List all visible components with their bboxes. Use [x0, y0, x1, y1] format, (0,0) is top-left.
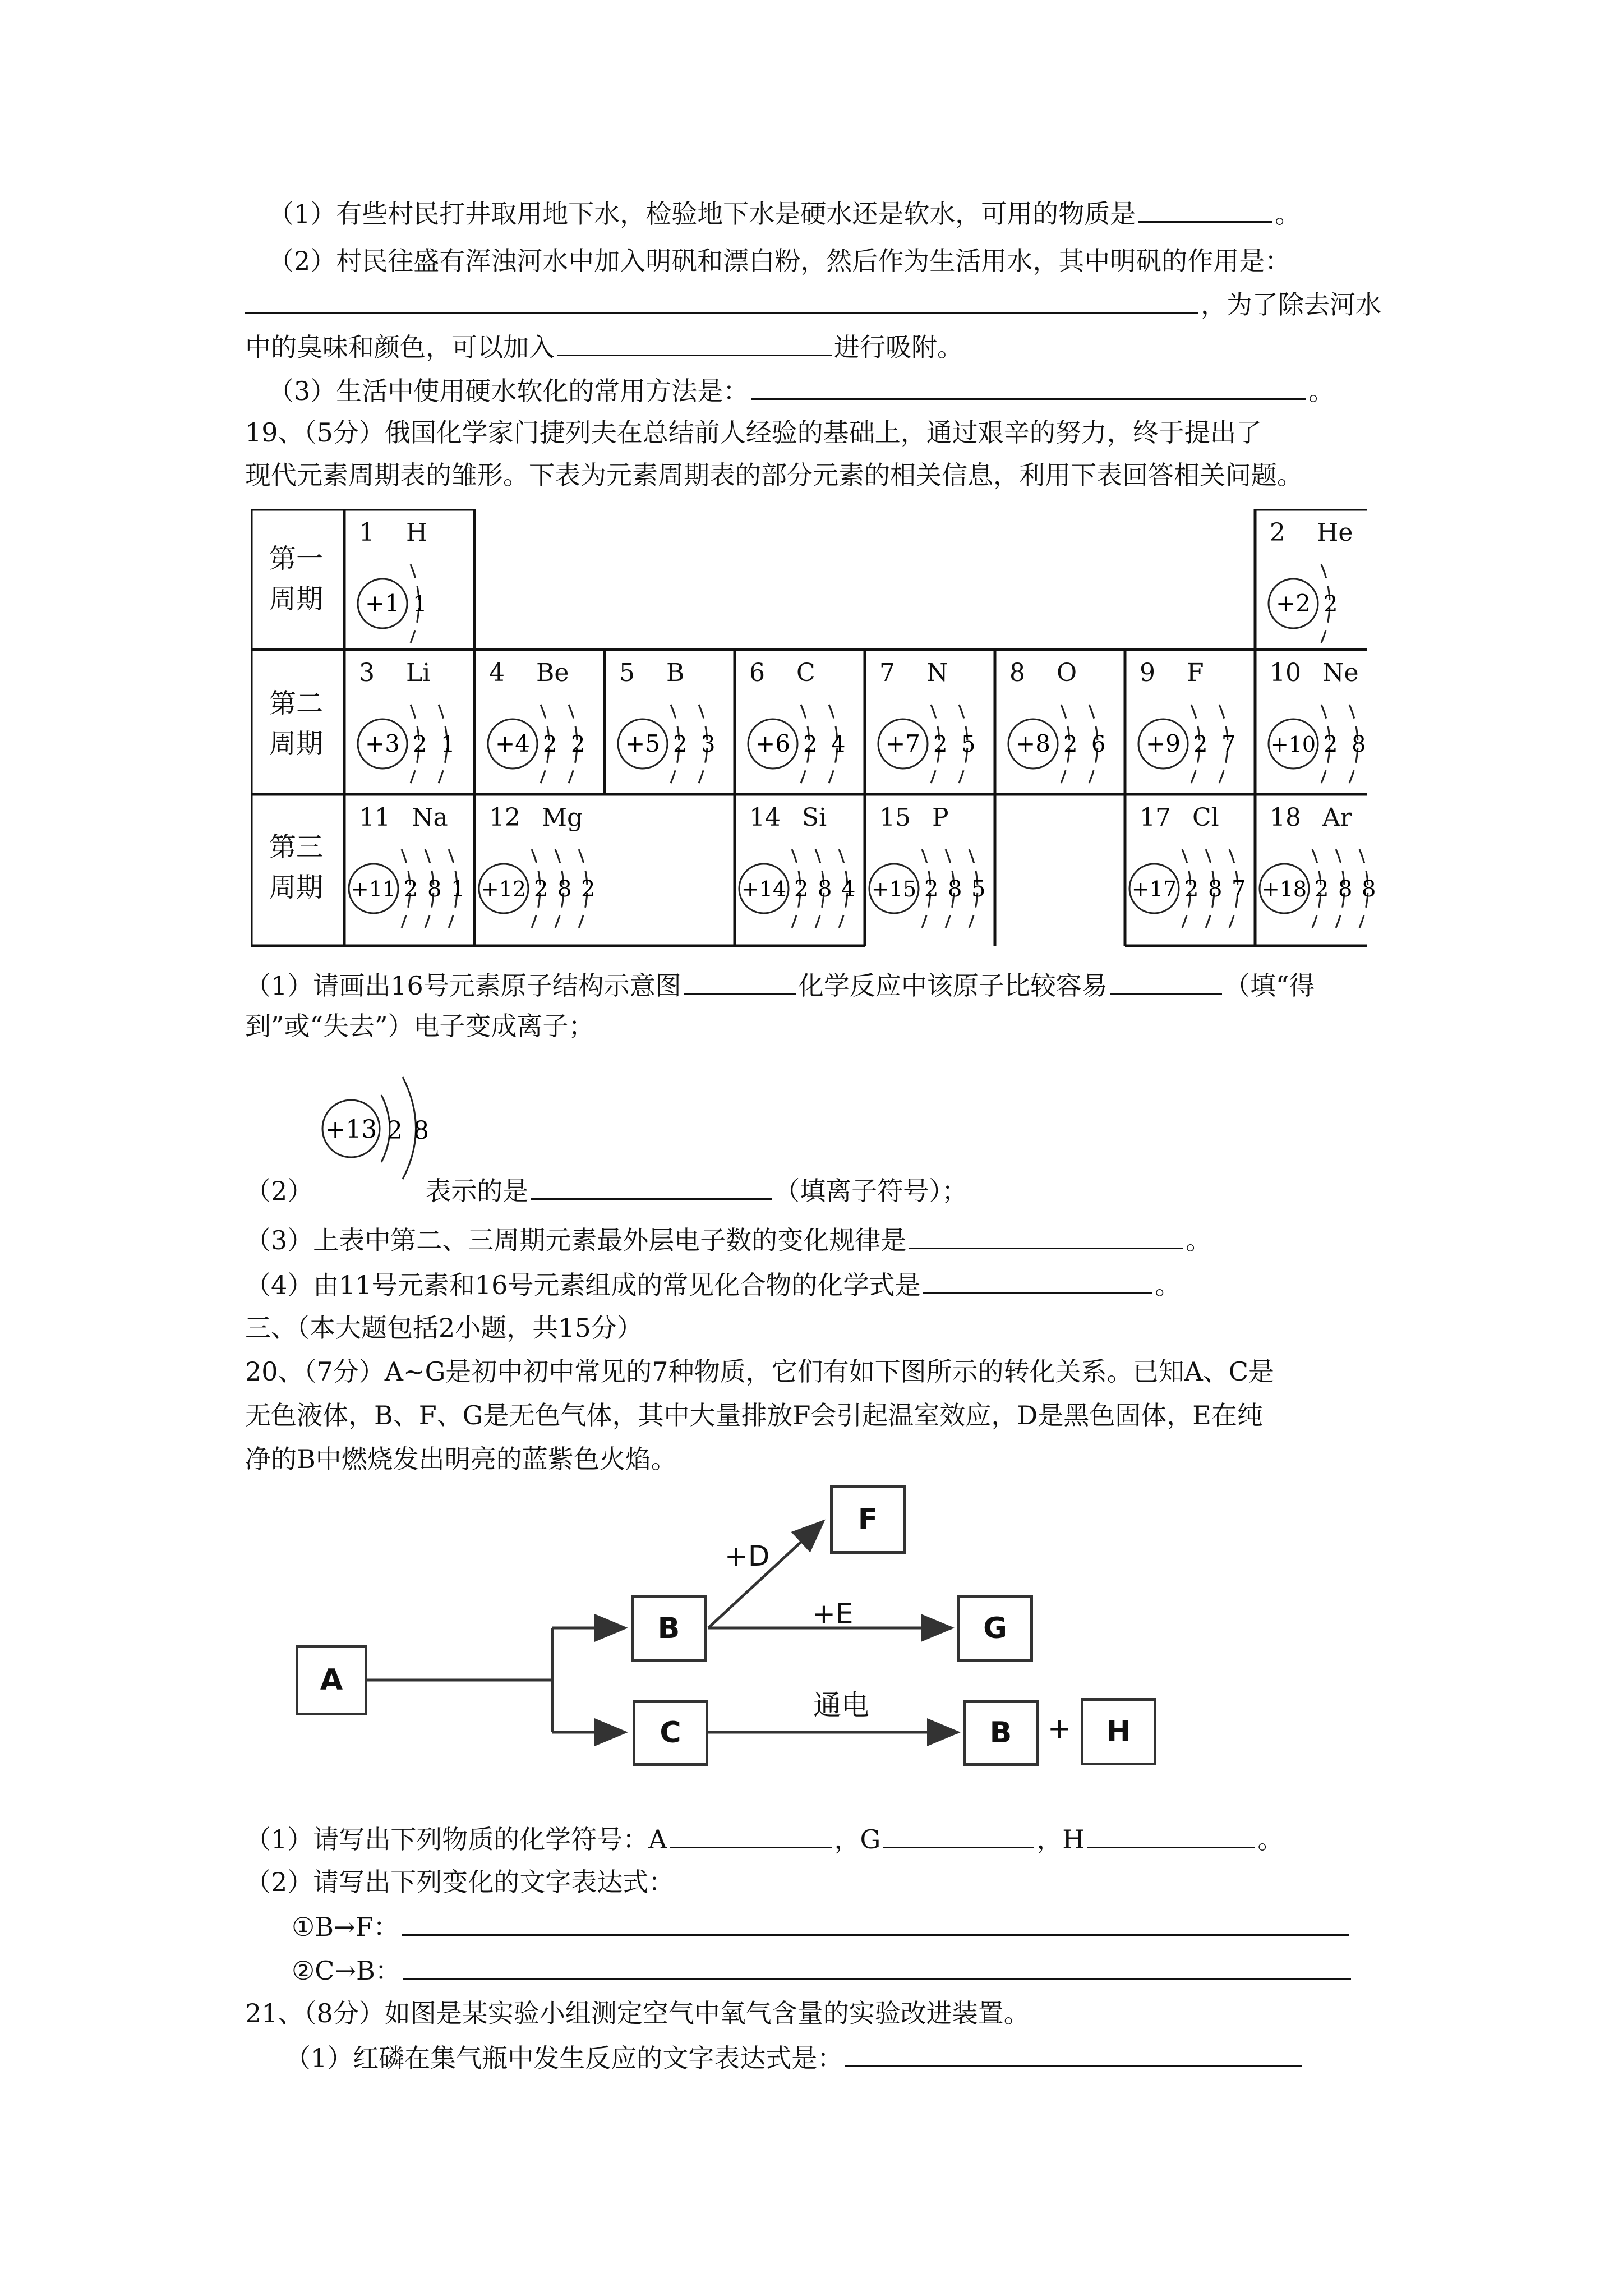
electron-count: 8 [1362, 876, 1376, 902]
electron-count: 8 [557, 876, 572, 902]
electron-count: 2 [1184, 876, 1199, 902]
answer-blank[interactable] [403, 1953, 1351, 1980]
element-symbol: He [1317, 518, 1353, 547]
electron-count: 2 [1324, 591, 1338, 617]
electron-count: 7 [1232, 876, 1246, 902]
atomic-number: 5 [619, 659, 635, 687]
nucleus-charge: +4 [495, 730, 530, 757]
nucleus-charge: +17 [1131, 877, 1177, 901]
electron-count: 5 [971, 876, 986, 902]
electron-count: 5 [961, 731, 976, 757]
atomic-number: 9 [1140, 659, 1155, 687]
atomic-number: 4 [489, 659, 505, 687]
q20-intro-1: 20、（7分）A~G是初中初中常见的7种物质，它们有如下图所示的转化关系。已知A、C是 [245, 1356, 1274, 1387]
electron-count: 4 [831, 731, 846, 757]
q19-s4: （4）由11号元素和16号元素组成的常见化合物的化学式是 。 [245, 1268, 1428, 1301]
electron-count: 2 [581, 876, 596, 902]
electron-count: 8 [948, 876, 962, 902]
electron-count: 8 [1208, 876, 1223, 902]
nucleus-charge: +7 [886, 730, 920, 757]
ion-shell-2: 8 [413, 1116, 429, 1145]
q19-intro-1: 19、（5分）俄国化学家门捷列夫在总结前人经验的基础上，通过艰辛的努力，终于提出了 [245, 417, 1262, 448]
electron-count: 2 [534, 876, 548, 902]
atomic-number: 2 [1270, 518, 1285, 547]
q18-line4: 中的臭味和颜色，可以加入 进行吸附。 [245, 330, 1428, 364]
electron-count: 2 [543, 731, 557, 757]
electron-count: 2 [404, 876, 418, 902]
atomic-number: 3 [359, 659, 375, 687]
nucleus-charge: +9 [1146, 730, 1181, 757]
q20-s1: （1）请写出下列物质的化学符号：A ，G ，H 。 [245, 1822, 1428, 1856]
element-symbol: Mg [542, 803, 583, 832]
atomic-number: 18 [1270, 803, 1301, 832]
q19-s1-line2: 到”或“失去”）电子变成离子； [245, 1011, 594, 1041]
q19-s2: （2） 表示的是 （填离子符号）； [245, 1174, 1428, 1207]
q20-s2: （2）请写出下列变化的文字表达式： [245, 1867, 675, 1897]
electron-count: 2 [673, 731, 688, 757]
substance-c-box: C [633, 1700, 708, 1766]
period-1-label: 第一 周期 [269, 543, 323, 615]
section-3-heading: 三、（本大题包括2小题，共15分） [245, 1313, 643, 1343]
substance-a-box: A [296, 1645, 367, 1715]
period-3-label: 第三 周期 [269, 831, 323, 903]
element-symbol: H [406, 518, 428, 547]
nucleus-charge: +12 [481, 877, 527, 901]
electron-count: 7 [1221, 731, 1236, 757]
answer-blank[interactable] [883, 1822, 1034, 1848]
substance-f-box: F [830, 1485, 906, 1554]
nucleus-charge: +3 [365, 730, 400, 757]
element-symbol: C [796, 659, 815, 687]
electron-count: 2 [571, 731, 585, 757]
electron-count: 8 [427, 876, 442, 902]
electron-count: 2 [1063, 731, 1078, 757]
element-symbol: B [666, 659, 685, 687]
element-symbol: Cl [1192, 803, 1219, 832]
atomic-number: 11 [359, 803, 390, 832]
electron-count: 1 [451, 876, 465, 902]
atomic-number: 10 [1270, 659, 1301, 687]
q18-line2: （2）村民往盛有浑浊河水中加入明矾和漂白粉，然后作为生活用水，其中明矾的作用是： [268, 246, 1291, 276]
substance-h-box: H [1081, 1698, 1156, 1765]
element-symbol: O [1057, 659, 1077, 687]
plus-sign: + [1048, 1712, 1071, 1745]
element-symbol: N [926, 659, 948, 687]
electron-count: 2 [803, 731, 818, 757]
ion-shell-1: 2 [387, 1116, 403, 1145]
atomic-number: 7 [879, 659, 895, 687]
nucleus-charge: +10 [1270, 732, 1316, 757]
q19-intro-2: 现代元素周期表的雏形。下表为元素周期表的部分元素的相关信息，利用下表回答相关问题。 [245, 460, 1303, 490]
q20-c-to-b: ②C→B： [292, 1953, 1475, 1987]
q20-intro-2: 无色液体，B、F、G是无色气体，其中大量排放F会引起温室效应，D是黑色固体，E在纯 [245, 1400, 1263, 1430]
atomic-number: 6 [749, 659, 765, 687]
q20-intro-3: 净的B中燃烧发出明亮的蓝紫色火焰。 [245, 1444, 677, 1474]
atomic-number: 14 [749, 803, 781, 832]
atomic-number: 15 [879, 803, 911, 832]
electron-count: 6 [1091, 731, 1106, 757]
electron-count: 1 [413, 591, 427, 617]
element-symbol: Be [536, 659, 569, 687]
q18-line5: （3）生活中使用硬水软化的常用方法是： 。 [268, 374, 1451, 407]
plus-d-label: +D [725, 1540, 770, 1572]
nucleus-charge: +2 [1276, 590, 1311, 617]
nucleus-charge: +5 [625, 730, 660, 757]
atomic-number: 1 [359, 518, 375, 547]
electron-count: 2 [794, 876, 809, 902]
electron-count: 4 [841, 876, 856, 902]
electron-count: 3 [701, 731, 716, 757]
element-symbol: F [1187, 659, 1204, 687]
answer-blank[interactable] [1087, 1822, 1255, 1848]
q18-line3: ，为了除去河水 [245, 287, 1428, 321]
atomic-number: 12 [489, 803, 520, 832]
electron-count: 8 [818, 876, 832, 902]
element-symbol: Na [412, 803, 448, 832]
element-symbol: P [932, 803, 949, 832]
q19-s1-line1: （1）请画出16号元素原子结构示意图 化学反应中该原子比较容易 （填“得 [245, 968, 1428, 1002]
nucleus-charge: +1 [365, 590, 400, 617]
electron-count: 8 [1352, 731, 1366, 757]
period-2-label: 第二 周期 [269, 688, 323, 760]
nucleus-charge: +15 [871, 877, 917, 901]
element-symbol: Si [802, 803, 827, 832]
atomic-number: 8 [1009, 659, 1025, 687]
ion-nucleus-charge: +13 [325, 1115, 377, 1144]
nucleus-charge: +6 [755, 730, 790, 757]
answer-blank[interactable] [845, 2041, 1302, 2067]
electron-count: 1 [441, 731, 455, 757]
nucleus-charge: +18 [1261, 877, 1307, 901]
substance-b-box: B [631, 1595, 707, 1662]
plus-e-label: +E [812, 1598, 854, 1630]
electron-count: 8 [1338, 876, 1353, 902]
q18-line1: （1）有些村民打井取用地下水，检验地下水是硬水还是软水，可用的物质是 。 [268, 196, 1451, 230]
element-symbol: Ar [1322, 803, 1352, 832]
q20-b-to-f: ①B→F： [292, 1910, 1475, 1943]
element-symbol: Ne [1322, 659, 1359, 687]
substance-b2-box: B [963, 1700, 1039, 1766]
electron-count: 2 [1315, 876, 1329, 902]
electron-count: 2 [1324, 731, 1338, 757]
electron-count: 2 [933, 731, 948, 757]
electrolysis-label: 通电 [813, 1689, 869, 1722]
electron-count: 2 [413, 731, 427, 757]
electron-count: 2 [1193, 731, 1208, 757]
electron-count: 2 [924, 876, 939, 902]
q21-intro: 21、（8分）如图是某实验小组测定空气中氧气含量的实验改进装置。 [245, 1998, 1030, 2028]
nucleus-charge: +14 [741, 877, 787, 901]
element-symbol: Li [406, 659, 431, 687]
answer-blank[interactable] [402, 1910, 1349, 1936]
nucleus-charge: +11 [351, 877, 396, 901]
q19-s3: （3）上表中第二、三周期元素最外层电子数的变化规律是 。 [245, 1223, 1428, 1257]
answer-blank[interactable] [670, 1822, 832, 1848]
atomic-number: 17 [1140, 803, 1171, 832]
nucleus-charge: +8 [1016, 730, 1050, 757]
substance-g-box: G [957, 1595, 1033, 1662]
q21-s1: （1）红磷在集气瓶中发生反应的文字表达式是： [285, 2041, 1468, 2074]
